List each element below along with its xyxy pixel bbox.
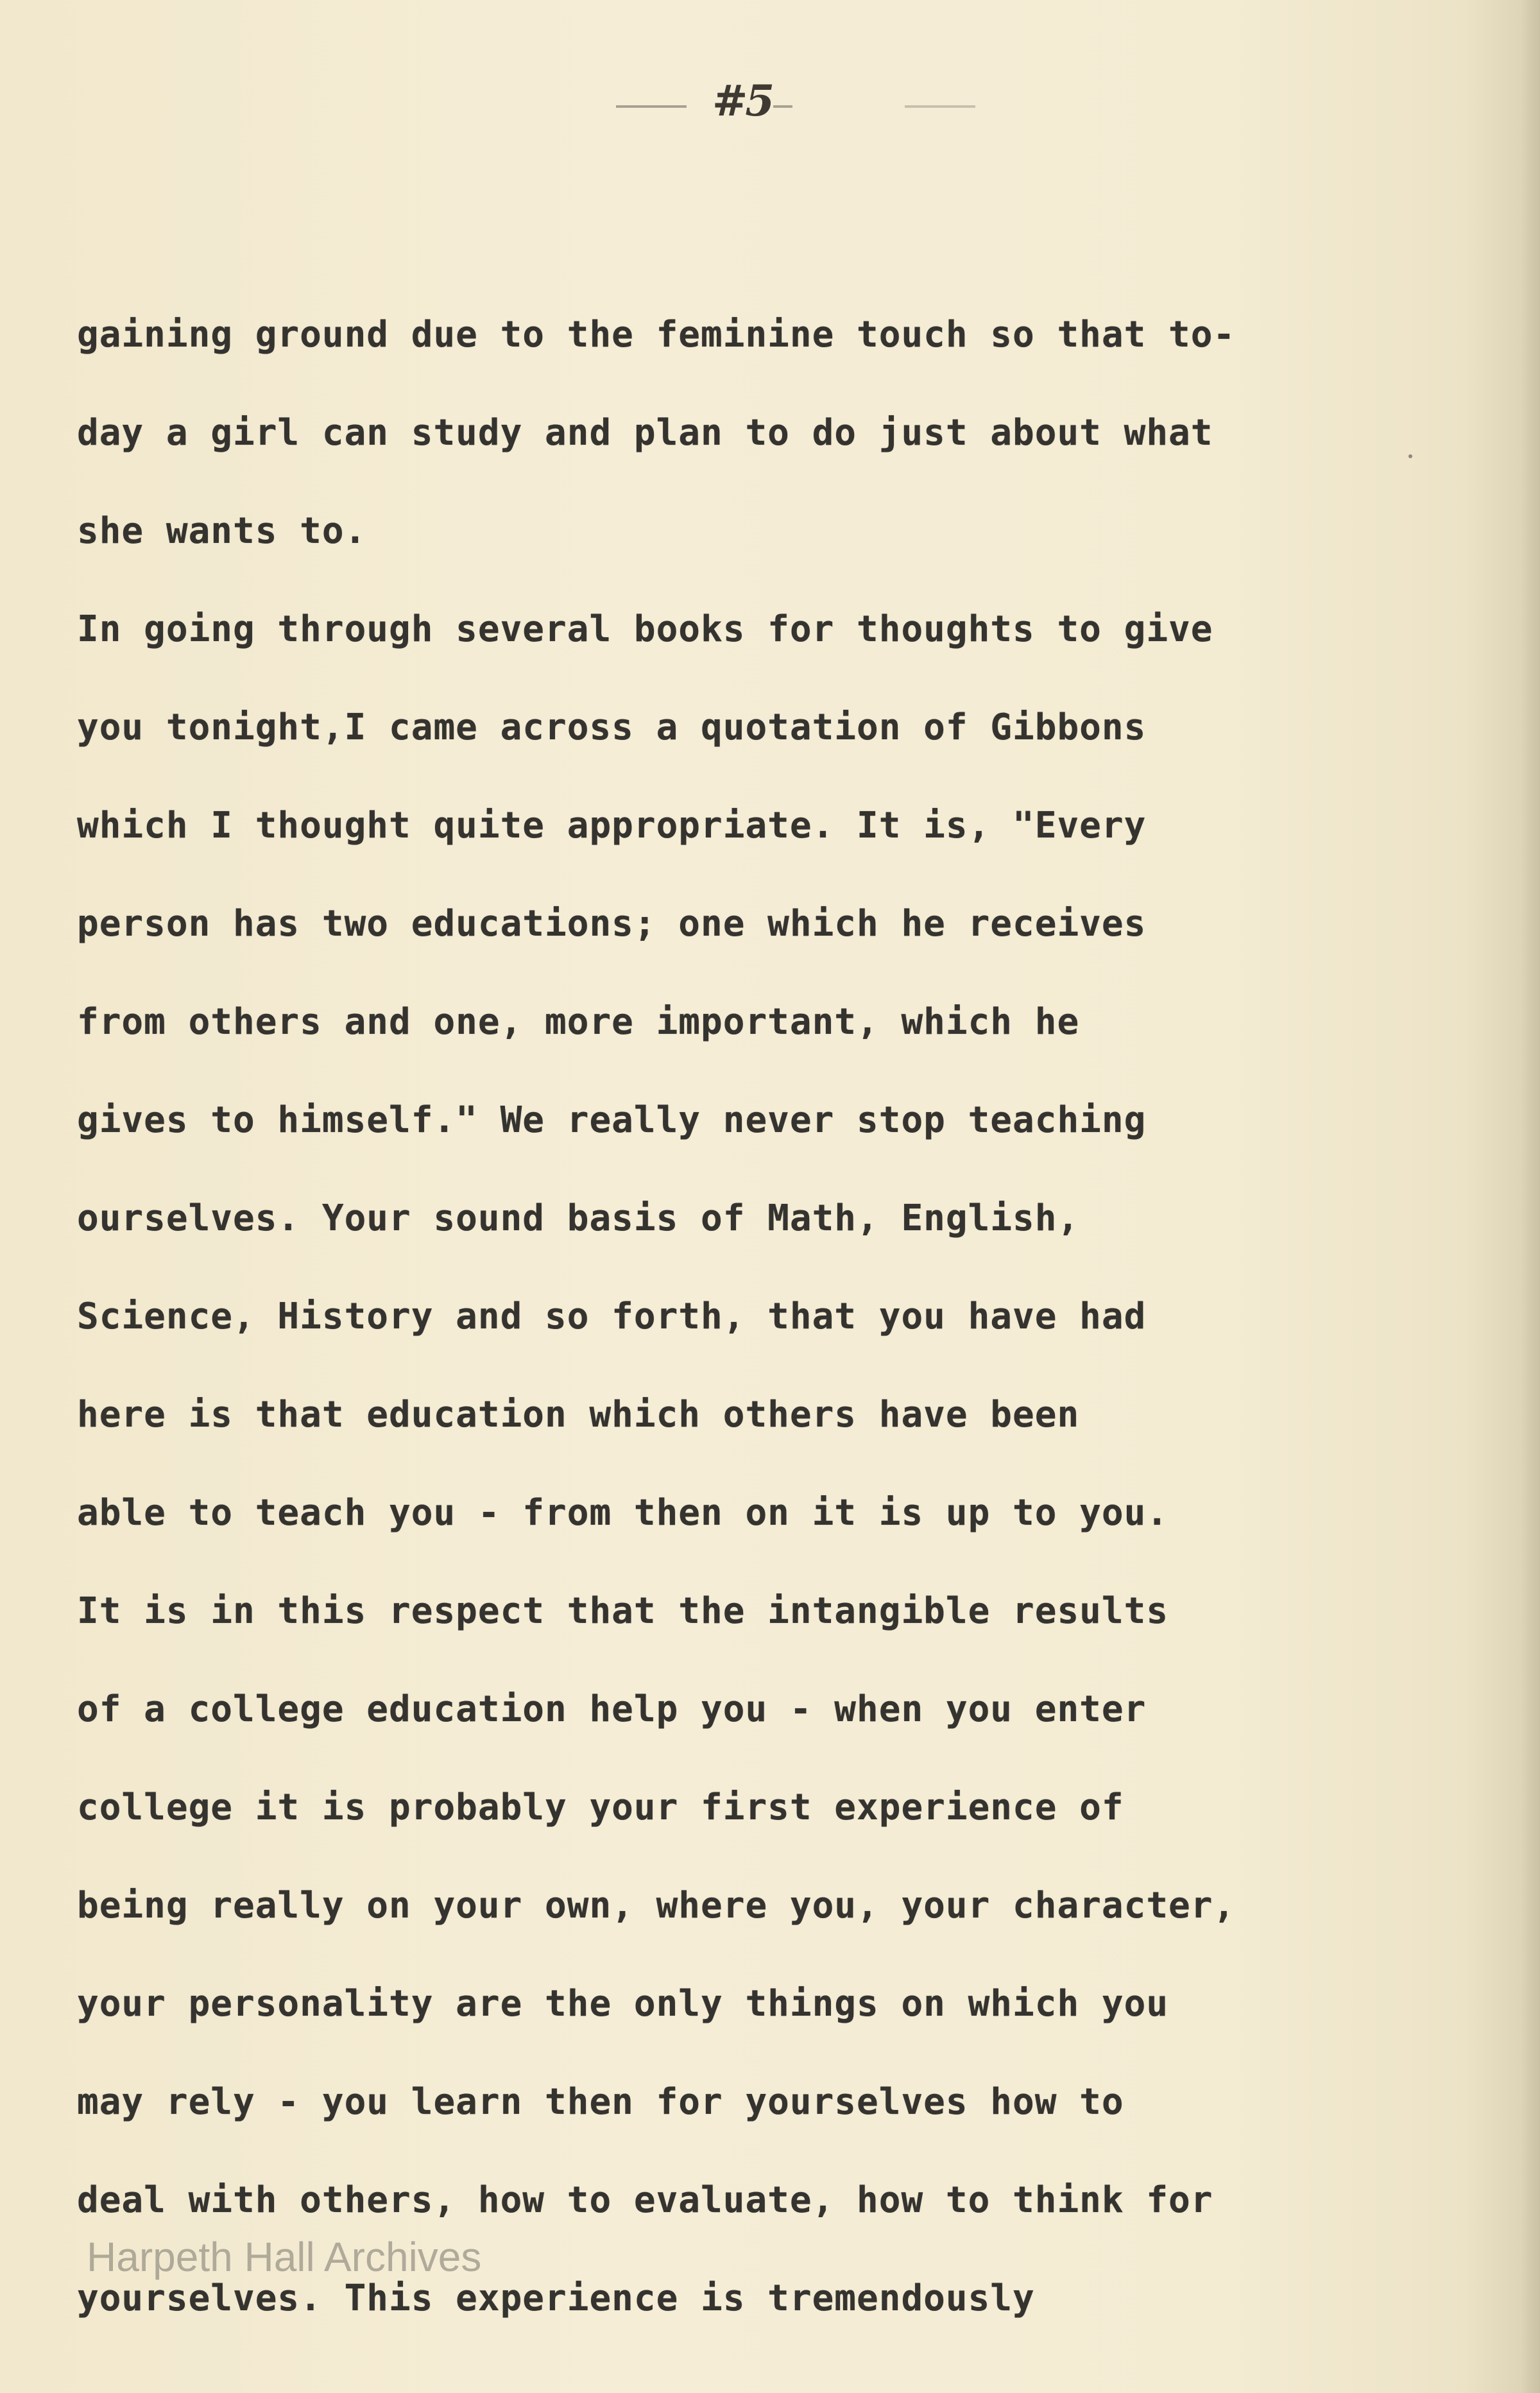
text-line: being really on your own, where you, your character, xyxy=(77,1885,1236,1926)
text-line: It is in this respect that the intangible results xyxy=(77,1590,1169,1632)
text-line: day a girl can study and plan to do just about what xyxy=(77,412,1213,454)
paper-speck xyxy=(1408,454,1412,458)
text-line: Science, History and so forth, that you have had xyxy=(77,1296,1147,1337)
text-line: yourselves. This experience is tremendously xyxy=(77,2277,1035,2319)
page-number: #5 xyxy=(712,76,773,126)
text-line: deal with others, how to evaluate, how to think for xyxy=(77,2179,1213,2221)
paper-edge-shadow xyxy=(1521,0,1540,2393)
text-line: you tonight,I came across a quotation of Gibbons xyxy=(77,707,1147,748)
text-line: may rely - you learn then for yourselves how to xyxy=(77,2081,1124,2123)
text-line: of a college education help you - when you enter xyxy=(77,1688,1147,1730)
text-line: here is that education which others have been xyxy=(77,1394,1080,1436)
text-line: able to teach you - from then on it is up to you. xyxy=(77,1492,1169,1534)
text-line: college it is probably your first experience of xyxy=(77,1787,1124,1828)
text-line: ourselves. Your sound basis of Math, English, xyxy=(77,1197,1080,1239)
text-line: your personality are the only things on which you xyxy=(77,1983,1169,2025)
header-dash-mid xyxy=(773,105,792,108)
text-line: she wants to. xyxy=(77,510,367,552)
text-line: In going through several books for thoughts to give xyxy=(77,608,1213,650)
archive-watermark: Harpeth Hall Archives xyxy=(87,2234,482,2280)
text-line: from others and one, more important, which he xyxy=(77,1001,1080,1043)
typed-body-text xyxy=(77,286,1360,2347)
text-line: which I thought quite appropriate. It is, "Every xyxy=(77,805,1147,846)
text-line: gaining ground due to the feminine touch so that to- xyxy=(77,314,1236,356)
header-dash-right xyxy=(905,105,975,108)
page-header xyxy=(610,76,1007,133)
text-line: gives to himself." We really never stop teaching xyxy=(77,1099,1147,1141)
header-dash-left xyxy=(616,105,687,108)
text-line: person has two educations; one which he receives xyxy=(77,903,1147,945)
